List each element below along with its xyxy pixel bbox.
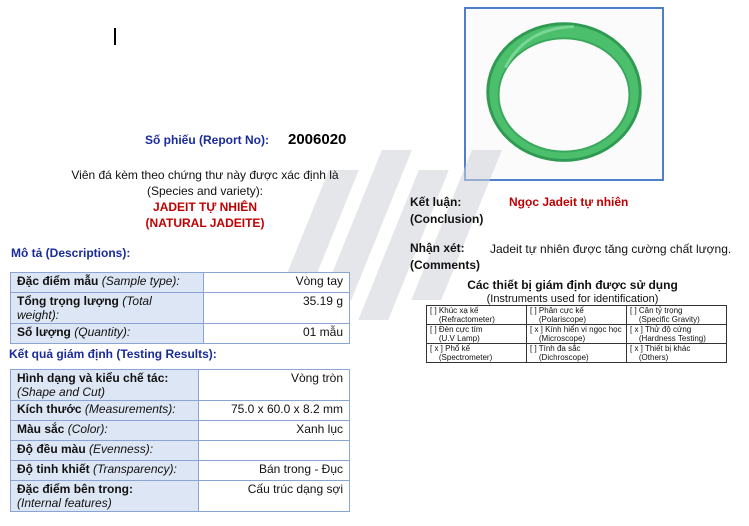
table-row: Đặc điểm bên trong: (Internal features) Cấu trúc dạng sợi <box>11 481 350 512</box>
species-line2: (Species and variety): <box>146 184 264 198</box>
instruments-title: Các thiết bị giám định được sử dụng <box>467 278 678 292</box>
table-row: Độ tinh khiết (Transparency): Bán trong - Đục <box>11 461 350 481</box>
instrument-cell: [ x ] Kính hiển vi ngọc học (Microscope) <box>527 325 627 344</box>
comments-label-en: (Comments) <box>410 258 481 272</box>
conclusion-label-en: (Conclusion) <box>410 212 484 226</box>
table-row: Độ đều màu (Evenness): <box>11 441 350 461</box>
table-row: Tổng trọng lượng (Total weight): 35.19 g <box>11 293 350 324</box>
table-row <box>427 344 727 363</box>
results-title: Kết quả giám định (Testing Results): <box>9 347 217 361</box>
descriptions-title: Mô tả (Descriptions): <box>11 246 131 260</box>
instrument-cell: [ x ] Thử độ cứng (Hardness Testing) <box>627 325 727 344</box>
species-name-en: (NATURAL JADEITE) <box>145 216 265 230</box>
instrument-cell: [ ] Đèn cực tím (U.V Lamp) <box>427 325 527 344</box>
comments-value: Jadeit tự nhiên được tăng cường chất lượng. <box>490 242 732 256</box>
instrument-cell: [ ] Cân tỷ trọng (Specific Gravity) <box>627 306 727 325</box>
species-block <box>40 167 370 231</box>
conclusion-value: Ngọc Jadeit tự nhiên <box>509 195 629 209</box>
table-row <box>427 306 727 325</box>
descriptions-table <box>10 272 350 344</box>
conclusion-label: Kết luận: <box>410 195 462 209</box>
results-table <box>10 369 350 512</box>
comments-label-block <box>410 240 480 274</box>
table-row <box>427 325 727 344</box>
instruments-table <box>426 305 727 363</box>
report-number: 2006020 <box>288 131 347 148</box>
table-row: Kích thước (Measurements): 75.0 x 60.0 x 8.2 mm <box>11 401 350 421</box>
instrument-cell: [ x ] Phổ kế (Spectrometer) <box>427 344 527 363</box>
table-row: Đặc điểm mẫu (Sample type): Vòng tay <box>11 273 350 293</box>
comments-label: Nhận xét: <box>410 241 465 255</box>
table-row: Số lượng (Quantity): 01 mẫu <box>11 324 350 344</box>
instruments-subtitle: (Instruments used for identification) <box>486 293 659 305</box>
instrument-cell: [ ] Tính đa sắc (Dichroscope) <box>527 344 627 363</box>
report-number-label: Số phiếu (Report No): <box>145 133 269 147</box>
table-row: Hình dạng và kiểu chế tác: (Shape and Cut) Vòng tròn <box>11 370 350 401</box>
species-line1: Viên đá kèm theo chứng thư này được xác định là <box>71 168 339 182</box>
instrument-cell: [ ] Phân cực kế (Polariscope) <box>527 306 627 325</box>
table-row: Màu sắc (Color): Xanh lục <box>11 421 350 441</box>
instrument-cell: [ ] Khúc xạ kế (Refractometer) <box>427 306 527 325</box>
species-name-vi: JADEIT TỰ NHIÊN <box>153 200 257 214</box>
text-cursor <box>114 28 116 45</box>
instrument-cell: [ x ] Thiết bị khác (Others) <box>627 344 727 363</box>
conclusion-label-block <box>410 194 483 228</box>
